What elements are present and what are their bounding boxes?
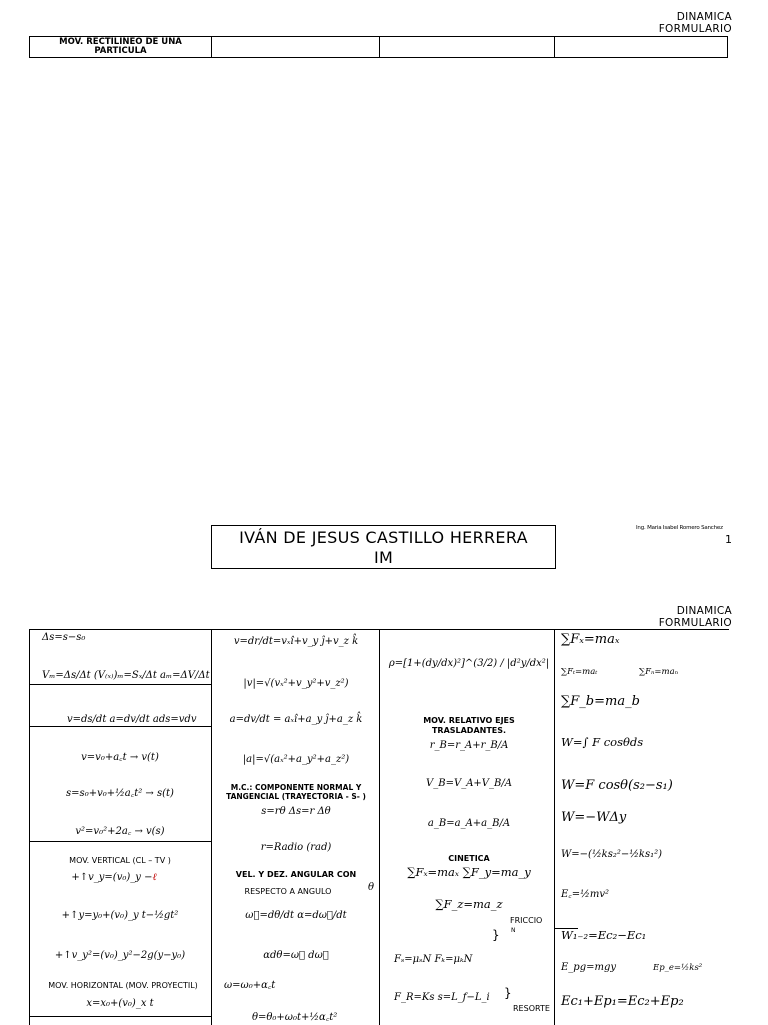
eq-ep-g: E_pg=mgy [561,962,617,973]
eq-ec: E꜀=½mv² [561,889,609,900]
eq-v2: v²=v₀²+2a꜀ → v(s) [75,826,165,837]
label-rel-line2: TRASLADANTES. [431,726,507,735]
label-resorte: RESORTE [513,1004,550,1013]
page-header [659,11,732,35]
label-friccion-n: N [511,927,516,934]
eq-VB: V_B=V_A+V_B/A [426,778,512,789]
eq-rB: r_B=r_A+r_B/A [429,740,509,751]
eq-w12: W₁₋₂=Ec₂−Ec₁ [561,928,647,942]
eq-sum-xy: ∑Fₓ=maₓ ∑F_y=ma_y [407,865,531,879]
formula-column-vectors [212,630,380,1025]
divider [30,726,211,727]
eq-omega-alpha: ω⃗=dθ/dt α=dω⃗/dt [245,910,347,921]
divider [30,1016,211,1017]
eq-theta-t: θ=θ₀+ω₀t+½α꜀t² [252,1012,338,1023]
label-mc-line1: M.C.: COMPONENTE NORMAL Y [230,783,362,792]
eq-energy: Ec₁+Ep₁=Ec₂+Ep₂ [561,994,684,1009]
label-vel-line2: RESPECTO A ANGULO [244,887,332,896]
student-group: IM [373,548,394,567]
student-name: IVÁN DE JESUS CASTILLO HERRERA [239,528,528,547]
eq-vy [71,872,156,884]
eq-sum-n: ∑Fₙ=maₙ [639,667,679,677]
eq-a-vec: a=dv/dt = aₓî+a_y ĵ+a_z k̂ [229,714,363,725]
brace-icon: } [492,928,500,942]
author-footer: Ing. Maria Isabel Romero Sanchez [636,525,723,531]
table-cell-topic [30,37,212,58]
header-title: FORMULARIO [658,617,732,629]
eq-v-a-def: v=ds/dt a=dv/dt ads=vdv [67,714,197,725]
eq-vy-main: +↑v_y=(v₀)_y − [71,872,153,883]
label-horizontal: MOV. HORIZONTAL (MOV. PROYECTIL) [48,981,198,990]
page-number: 1 [725,533,732,546]
eq-sum-x: ∑Fₓ=maₓ [561,632,620,647]
eq-v-vec: v=dr/dt=vₓî+v_y ĵ+v_z k̂ [233,636,359,647]
eq-sum-b: ∑F_b=ma_b [561,694,640,709]
eq-y: +↑y=y₀+(v₀)_y t−½gt² [61,910,179,921]
label-mc-line2: TANGENCIAL (TRAYECTORIA - S- ) [226,792,366,801]
topic-table [29,36,728,58]
formula-grid [29,629,729,1025]
eq-v-t: v=v₀+a꜀t → v(t) [81,752,159,763]
eq-omega-t: ω=ω₀+α꜀t [224,980,276,991]
eq-v-mag: |v|=√(vₓ²+v_y²+v_z²) [243,678,349,689]
eq-x: x=x₀+(v₀)_x t [86,998,154,1009]
topic-line-1: MOV. RECTILINEO DE UNA [59,37,182,47]
eq-rho: ρ=[1+(dy/dx)²]^(3/2) / |d²y/dx²| [388,658,550,669]
eq-velocity-mean: Vₘ=Δs/Δt (V₍ₓ₎)ₘ=Sₓ/Δt aₘ=ΔV/Δt [42,670,210,681]
eq-vy2: +↑v_y²=(v₀)_y²−2g(y−y₀) [54,950,186,961]
label-friccion: FRICCIO [510,916,543,925]
topic-line-2: PARTICULA [94,46,147,56]
eq-ep-e: Ep_e=½ks² [653,963,703,973]
table-row [30,37,728,58]
eq-alpha-theta: αdθ=ω⃗ dω⃗ [263,950,329,961]
label-rel-line1: MOV. RELATIVO EJES [423,716,515,725]
eq-work-spring: W=−(½ks₂²−½ks₁²) [561,849,663,860]
formula-column-relative [380,630,555,1025]
header-subject: DINAMICA [676,11,732,23]
eq-radio: r=Radio (rad) [260,842,332,853]
eq-work-weight: W=−WΔy [561,810,627,825]
divider [30,841,211,842]
divider [30,684,211,685]
eq-spring: F_R=Ks s=L_f−L_i [394,992,490,1003]
table-cell-empty [212,37,380,58]
header-title: FORMULARIO [658,23,732,35]
label-theta: θ [368,882,375,893]
eq-work-const: W=F cosθ(s₂−s₁) [561,778,673,793]
label-vel-line1: VEL. Y DEZ. ANGULAR CON [235,870,357,879]
eq-friction: Fₛ=μₛN Fₖ=μₖN [394,954,473,965]
eq-sum-t: ∑Fₜ=maₜ [561,667,598,677]
header-subject: DINAMICA [676,605,732,617]
label-vertical: MOV. VERTICAL (CL – TV ) [69,856,171,865]
eq-s-r: s=rθ Δs=r Δθ [261,806,331,817]
eq-sum-z: ∑F_z=ma_z [435,897,503,911]
label-cinetica: CINETICA [448,854,490,863]
eq-s-t: s=s₀+v₀+½a꜀t² → s(t) [66,788,174,799]
eq-vy-tail: ℓ [152,872,157,883]
eq-a-mag: |a|=√(aₓ²+a_y²+a_z²) [242,754,350,765]
divider [555,928,578,929]
eq-aB: a_B=a_A+a_B/A [427,818,511,829]
eq-work-int: W=∫ F cosθds [561,735,644,749]
eq-displacement: Δs=s−s₀ [42,632,86,643]
formula-column-kinematics [30,630,212,1025]
formula-column-work-energy [555,630,728,1025]
table-cell-empty [380,37,555,58]
table-cell-empty [555,37,728,58]
brace-icon: } [504,986,512,1000]
page-header-2 [659,605,732,629]
student-name-box [211,525,556,569]
